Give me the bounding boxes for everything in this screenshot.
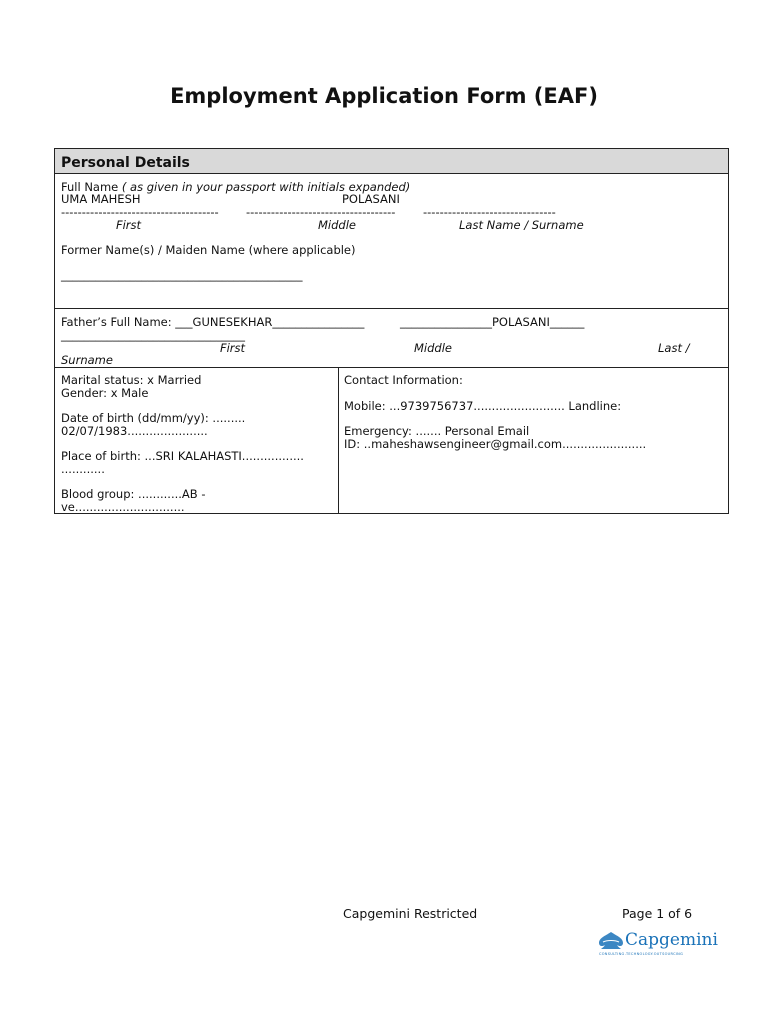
first-name-dashes: -------------------------------------- xyxy=(61,205,219,219)
mobile-landline: Mobile: ...9739756737......................... Landline: xyxy=(344,399,622,413)
section-title: Personal Details xyxy=(61,155,190,171)
contact-info-label: Contact Information: xyxy=(344,373,463,387)
father-caption-middle: Middle xyxy=(414,341,452,355)
footer-page-number: Page 1 of 6 xyxy=(622,906,693,921)
last-name-dashes: -------------------------------- xyxy=(423,205,556,219)
section-header xyxy=(55,149,728,173)
father-underline: ________________________________ xyxy=(61,328,245,342)
capgemini-logo xyxy=(597,930,718,958)
first-name-value: UMA MAHESH xyxy=(61,192,141,206)
gender: Gender: x Male xyxy=(61,386,149,400)
father-last-name: ________________POLASANI______ xyxy=(400,315,585,329)
caption-last: Last Name / Surname xyxy=(459,218,584,232)
footer-classification: Capgemini Restricted xyxy=(343,906,478,921)
emergency-email: Emergency: ....... Personal Email xyxy=(344,424,530,438)
caption-middle: Middle xyxy=(318,218,356,232)
dob-value: 02/07/1983...................... xyxy=(61,424,208,438)
full-name-label: Full Name xyxy=(61,180,119,194)
document-title: Employment Application Form (EAF) xyxy=(170,84,598,108)
father-name-line: Father’s Full Name: ___GUNESEKHAR________________ xyxy=(61,315,365,329)
header-divider xyxy=(55,173,728,174)
place-of-birth-cont: ............ xyxy=(61,462,105,476)
father-caption-first: First xyxy=(220,341,246,355)
middle-name-dashes: ------------------------------------ xyxy=(246,205,396,219)
personal-details-form xyxy=(54,148,729,514)
father-caption-surname: Surname xyxy=(61,353,113,367)
logo-tagline: CONSULTING.TECHNOLOGY.OUTSOURCING xyxy=(599,952,684,956)
row-divider-1 xyxy=(55,308,728,309)
blood-group-cont: ve.............................. xyxy=(61,500,185,514)
full-name-note: ( as given in your passport with initials expanded) xyxy=(118,180,411,194)
blood-group: Blood group: ............AB - xyxy=(61,487,206,501)
spade-icon xyxy=(597,930,625,950)
father-caption-last: Last / xyxy=(658,341,690,355)
marital-status: Marital status: x Married xyxy=(61,373,202,387)
logo-wordmark: Capgemini xyxy=(625,930,718,950)
place-of-birth: Place of birth: ...SRI KALAHASTI................. xyxy=(61,449,304,463)
caption-first: First xyxy=(116,218,142,232)
email-id: ID: ..maheshawsengineer@gmail.com....................... xyxy=(344,437,647,451)
former-name-line: __________________________________________ xyxy=(61,268,303,282)
row-divider-2 xyxy=(55,367,728,368)
dob-label: Date of birth (dd/mm/yy): ......... xyxy=(61,411,246,425)
last-name-value: POLASANI xyxy=(342,192,400,206)
column-divider xyxy=(338,367,339,513)
former-name-label: Former Name(s) / Maiden Name (where applicable) xyxy=(61,243,356,257)
